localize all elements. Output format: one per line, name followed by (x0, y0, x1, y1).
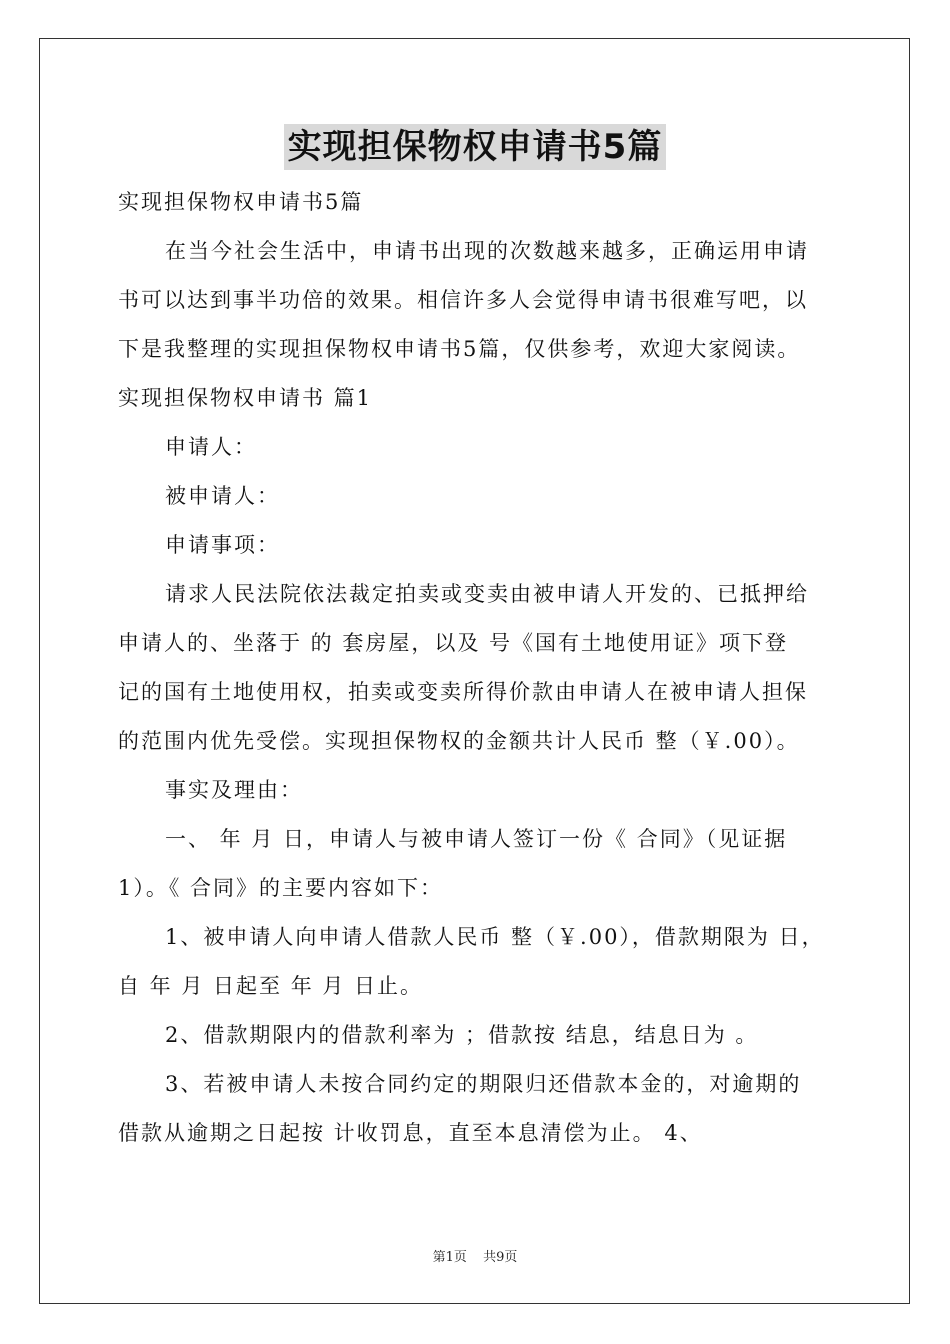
document-body (118, 178, 838, 1158)
paragraph-line: 申请事项： (165, 533, 280, 557)
paragraph-line: 3、若被申请人未按合同约定的期限归还借款本金的，对逾期的 (165, 1072, 802, 1096)
document-title: 实现担保物权申请书5篇 (284, 124, 667, 170)
page-footer (0, 1246, 950, 1265)
title-container (0, 124, 950, 170)
paragraph-line: 记的国有土地使用权，拍卖或变卖所得价款由申请人在被申请人担保 (118, 680, 808, 704)
paragraph-line: 下是我整理的实现担保物权申请书5篇，仅供参考，欢迎大家阅读。 (118, 337, 801, 361)
paragraph-line: 1、被申请人向申请人借款人民币 整（￥.00），借款期限为 日， (165, 925, 825, 949)
page-total: 共9页 (483, 1250, 518, 1265)
paragraph-line: 请求人民法院依法裁定拍卖或变卖由被申请人开发的、已抵押给 (165, 582, 809, 606)
paragraph-line: 自 年 月 日起至 年 月 日止。 (118, 974, 424, 998)
paragraph-line: 实现担保物权申请书5篇 (118, 190, 364, 214)
paragraph-line: 申请人： (165, 435, 257, 459)
paragraph-line: 被申请人： (165, 484, 280, 508)
paragraph-line: 的范围内优先受偿。实现担保物权的金额共计人民币 整（￥.00）。 (118, 729, 800, 753)
paragraph-line: 事实及理由： (165, 778, 303, 802)
paragraph-line: 2、借款期限内的借款利率为 ；借款按 结息，结息日为 。 (165, 1023, 759, 1047)
paragraph-line: 在当今社会生活中，申请书出现的次数越来越多，正确运用申请 (165, 239, 809, 263)
paragraph-line: 实现担保物权申请书 篇1 (118, 386, 373, 410)
paragraph-line: 书可以达到事半功倍的效果。相信许多人会觉得申请书很难写吧，以 (118, 288, 808, 312)
paragraph-line: 借款从逾期之日起按 计收罚息，直至本息清偿为止。 4、 (118, 1121, 703, 1145)
page-number: 第1页 (432, 1250, 467, 1265)
paragraph-line: 一、 年 月 日，申请人与被申请人签订一份《 合同》（见证据 (165, 827, 788, 851)
paragraph-line: 1）。《 合同》的主要内容如下： (118, 876, 444, 900)
paragraph-line: 申请人的、坐落于 的 套房屋，以及 号《国有土地使用证》项下登 (118, 631, 789, 655)
